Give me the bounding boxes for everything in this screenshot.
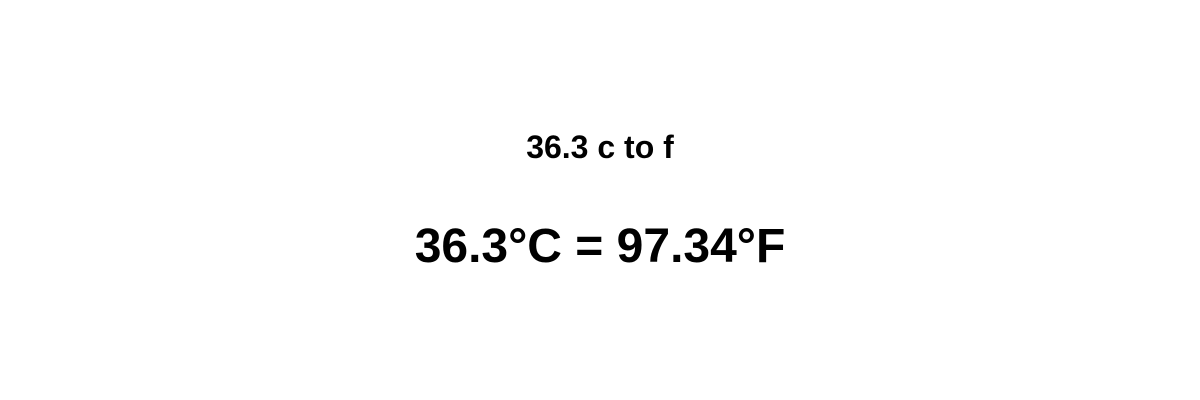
- conversion-result: 36.3°C = 97.34°F: [414, 220, 786, 273]
- conversion-query: 36.3 c to f: [526, 129, 674, 165]
